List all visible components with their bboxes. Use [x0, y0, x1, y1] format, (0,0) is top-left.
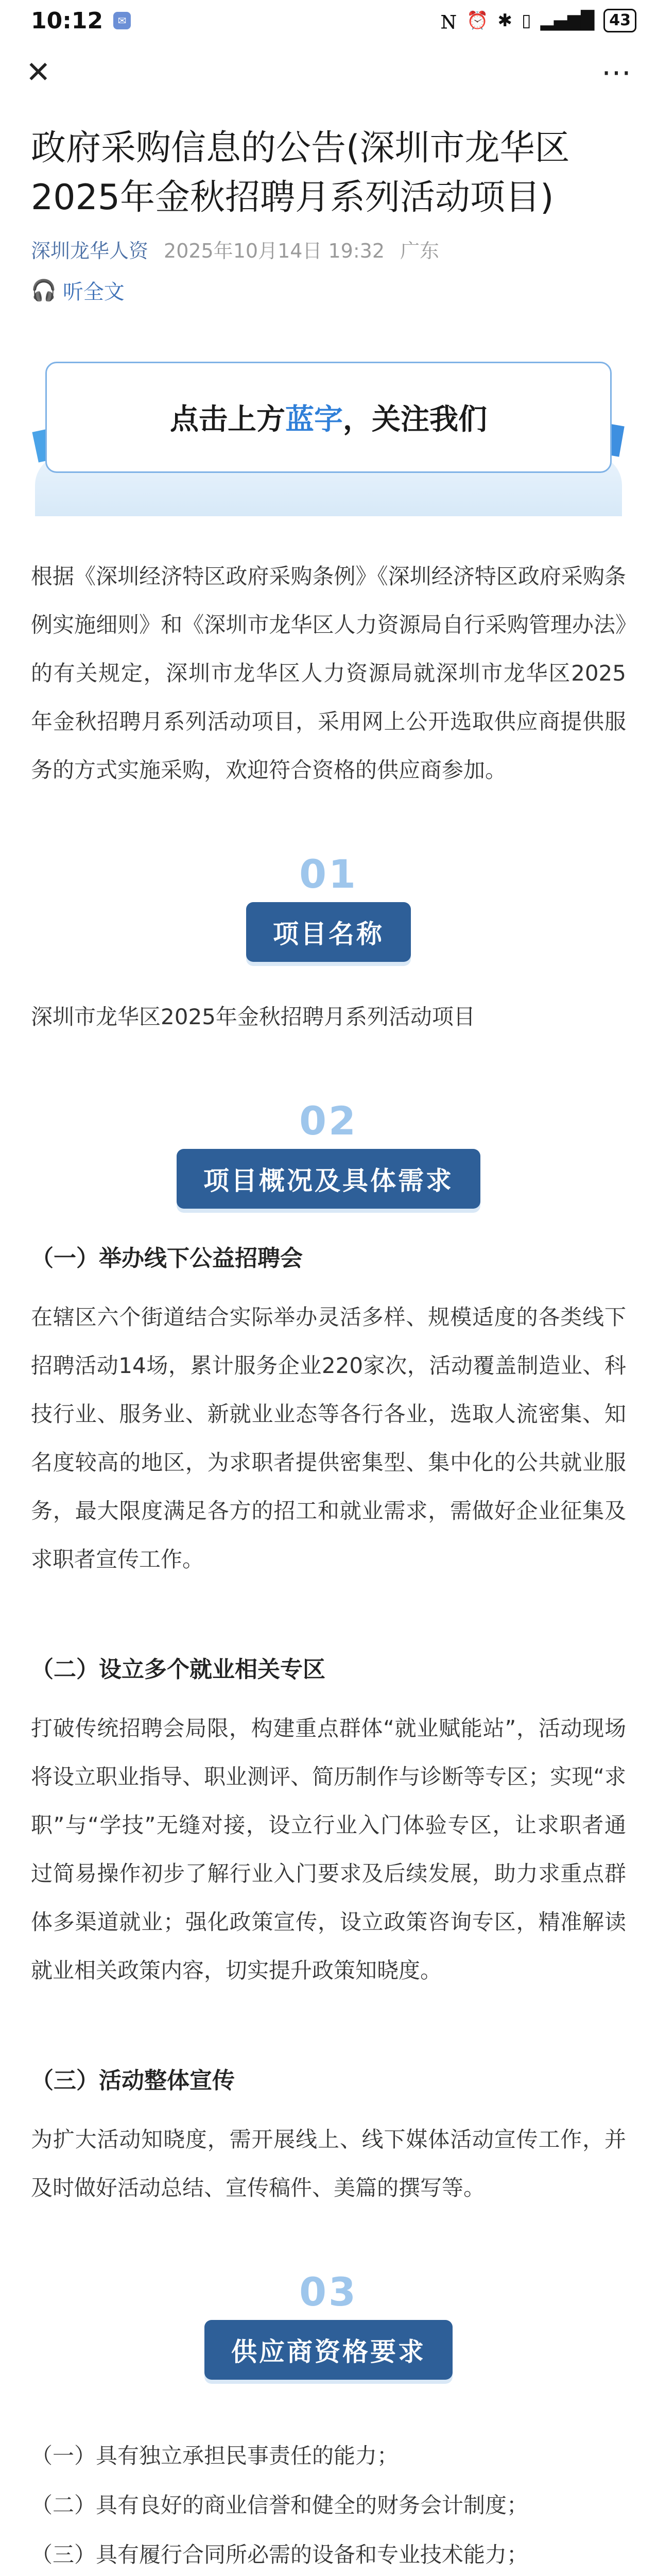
follow-text-after: ，关注我们 [343, 403, 487, 436]
article-title: 政府采购信息的公告(深圳市龙华区2025年金秋招聘月系列活动项目) [31, 128, 570, 218]
alarm-icon: ⏰ [466, 10, 489, 31]
vibrate-icon: ▯ [521, 10, 531, 31]
subheading-publicity: （三）活动整体宣传 [31, 2067, 235, 2094]
section-title-overview: 项目概况及具体需求 [177, 1149, 480, 1209]
article-content [0, 124, 657, 2576]
signal-icon: ▂▄▆█ [540, 10, 595, 31]
intro-paragraph: 根据《深圳经济特区政府采购条例》《深圳经济特区政府采购条例实施细则》和《深圳市龙华区人力资源局自行采购管理办法》的有关规定，深圳市龙华区人力资源局就深圳市龙华区2025年金秋招聘月系列活动项目，采用网上公开选取供应商提供服务的方式实施采购，欢迎符合资格的供应商参加。 [31, 564, 626, 783]
subheading-zones: （二）设立多个就业相关专区 [31, 1656, 325, 1683]
project-name-text: 深圳市龙华区2025年金秋招聘月系列活动项目 [31, 1004, 475, 1029]
list-item: （二）具有良好的商业信誉和健全的财务会计制度； [31, 2493, 529, 2518]
paragraph-publicity: 为扩大活动知晓度，需开展线上、线下媒体活动宣传工作，并及时做好活动总结、宣传稿件、美篇的撰写等。 [31, 2127, 626, 2200]
close-icon[interactable]: ✕ [26, 55, 51, 90]
paragraph-zones: 打破传统招聘会局限，构建重点群体“就业赋能站”，活动现场将设立职业指导、职业测评、简历制作与诊断等专区；实现“求职”与“学技”无缝对接，设立行业入门体验专区，让求职者通过简易操作初步了解行业入门要求及后续发展，助力求重点群体多渠道就业；强化政策宣传，设立政策咨询专区，精准解读就业相关政策内容，切实提升政策知晓度。 [31, 1716, 626, 1983]
nav-bar [0, 41, 657, 103]
bluetooth-icon: ✱ [497, 10, 512, 31]
listen-label: 听全文 [62, 280, 125, 304]
follow-prompt [45, 362, 612, 473]
account-link[interactable]: 深圳龙华人资 [31, 240, 149, 262]
section-number-01: 01 [299, 851, 358, 897]
section-title-project-name: 项目名称 [246, 902, 411, 962]
listen-button[interactable] [31, 276, 626, 305]
publish-location: 广东 [400, 240, 440, 262]
status-time: 10:12 [31, 7, 103, 34]
follow-text-blue: 蓝字 [285, 403, 343, 436]
status-bar [0, 0, 657, 41]
follow-banner[interactable] [35, 351, 622, 516]
headphones-icon: 🎧 [31, 279, 57, 302]
more-icon[interactable]: ⋯ [601, 55, 631, 90]
app-notification-icon: ✉ [113, 12, 131, 29]
article-meta [31, 235, 626, 263]
paragraph-offline-fair: 在辖区六个街道结合实际举办灵活多样、规模适度的各类线下招聘活动14场，累计服务企业220家次，活动覆盖制造业、科技行业、服务业、新就业业态等各行各业，选取人流密集、知名度较高的地区，为求职者提供密集型、集中化的公共就业服务，最大限度满足各方的招工和就业需求，需做好企业征集及求职者宣传工作。 [31, 1304, 626, 1572]
section-title-qualifications: 供应商资格要求 [204, 2320, 453, 2380]
battery-indicator: 43 [603, 9, 636, 32]
section-number-03: 03 [299, 2269, 358, 2315]
section-number-02: 02 [299, 1098, 358, 1144]
list-item: （一）具有独立承担民事责任的能力； [31, 2443, 399, 2468]
follow-text-before: 点击上方 [170, 403, 285, 436]
list-item: （三）具有履行合同所必需的设备和专业技术能力； [31, 2542, 529, 2567]
subheading-offline-fair: （一）举办线下公益招聘会 [31, 1245, 303, 1272]
nfc-icon: Ｎ [440, 12, 458, 33]
publish-date: 2025年10月14日 19:32 [164, 240, 385, 262]
